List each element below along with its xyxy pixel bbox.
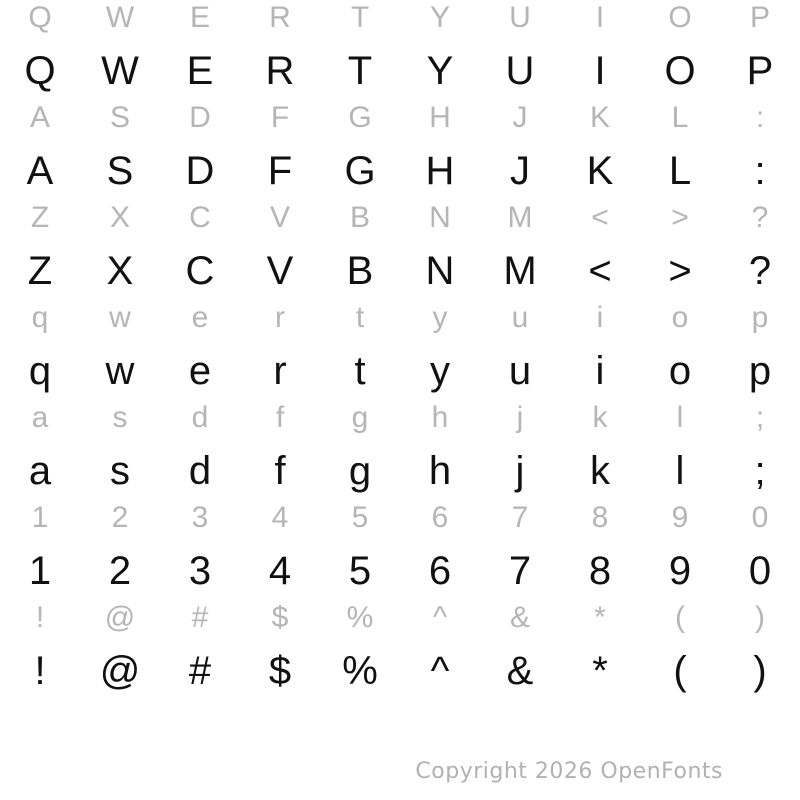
glyph-row-primary [0, 140, 800, 202]
glyph-primary: J [510, 149, 530, 193]
specimen-row-pair [0, 500, 800, 600]
glyph-primary: E [186, 49, 214, 93]
glyph-primary: o [668, 349, 692, 393]
specimen-row-pair [0, 0, 800, 100]
glyph-row-muted [0, 400, 800, 436]
glyph-primary: 6 [428, 549, 452, 593]
glyph-primary: $ [268, 649, 292, 693]
glyph-muted: 3 [191, 501, 209, 534]
glyph-muted: y [432, 301, 448, 334]
glyph-primary: N [425, 249, 455, 293]
glyph-primary: # [188, 649, 212, 693]
glyph-muted: r [275, 301, 285, 334]
glyph-muted: J [512, 101, 528, 134]
glyph-row-primary [0, 540, 800, 602]
glyph-muted: l [676, 401, 684, 434]
glyph-muted: $ [271, 601, 289, 634]
glyph-primary: R [265, 49, 295, 93]
glyph-primary: ; [754, 449, 766, 493]
glyph-row-primary [0, 440, 800, 502]
glyph-primary: < [588, 249, 612, 293]
glyph-muted: s [112, 401, 128, 434]
glyph-muted: 2 [111, 501, 129, 534]
glyph-primary: A [26, 149, 54, 193]
glyph-muted: e [191, 301, 209, 334]
glyph-primary: M [503, 249, 537, 293]
glyph-primary: 7 [508, 549, 532, 593]
glyph-muted: & [509, 601, 530, 634]
glyph-primary: q [28, 349, 52, 393]
glyph-primary: & [506, 649, 534, 693]
glyph-muted: p [751, 301, 769, 334]
specimen-row-pair [0, 100, 800, 200]
glyph-primary: e [188, 349, 212, 393]
glyph-primary: s [110, 449, 130, 493]
glyph-muted: : [755, 101, 765, 134]
glyph-muted: 7 [511, 501, 529, 534]
glyph-primary: O [664, 49, 696, 93]
glyph-muted: @ [104, 601, 136, 634]
glyph-muted: d [191, 401, 209, 434]
glyph-muted: h [431, 401, 449, 434]
glyph-primary: @ [99, 649, 141, 693]
glyph-muted: % [346, 601, 374, 634]
glyph-primary: ) [753, 649, 767, 693]
glyph-primary: 3 [188, 549, 212, 593]
glyph-primary: k [590, 449, 610, 493]
glyph-primary: p [748, 349, 772, 393]
glyph-primary: > [668, 249, 692, 293]
glyph-primary: j [515, 449, 525, 493]
glyph-muted: 9 [671, 501, 689, 534]
glyph-muted: Q [28, 1, 52, 34]
glyph-primary: ^ [430, 649, 450, 693]
glyph-primary: Z [27, 249, 53, 293]
glyph-muted: k [592, 401, 608, 434]
glyph-primary: h [428, 449, 452, 493]
glyph-primary: 8 [588, 549, 612, 593]
glyph-primary: i [595, 349, 605, 393]
glyph-muted: 1 [31, 501, 49, 534]
glyph-primary: 1 [28, 549, 52, 593]
glyph-primary: * [592, 649, 608, 693]
glyph-muted: H [429, 101, 451, 134]
glyph-row-muted [0, 500, 800, 536]
glyph-primary: t [354, 349, 366, 393]
glyph-primary: l [675, 449, 685, 493]
glyph-primary: % [342, 649, 378, 693]
glyph-primary: T [347, 49, 373, 93]
glyph-primary: ? [748, 249, 772, 293]
glyph-primary: 0 [748, 549, 772, 593]
glyph-primary: 5 [348, 549, 372, 593]
glyph-primary: H [425, 149, 455, 193]
glyph-primary: Y [426, 49, 454, 93]
glyph-muted: > [671, 201, 689, 234]
glyph-primary: a [28, 449, 52, 493]
glyph-primary: f [274, 449, 286, 493]
glyph-row-muted [0, 100, 800, 136]
glyph-muted: ^ [432, 601, 448, 634]
copyright-text: Copyright 2026 OpenFonts [415, 759, 723, 784]
glyph-muted: K [589, 101, 610, 134]
glyph-muted: R [269, 1, 291, 34]
glyph-muted: 5 [351, 501, 369, 534]
glyph-muted: T [350, 1, 370, 34]
specimen-row-pair [0, 600, 800, 700]
glyph-muted: M [507, 201, 533, 234]
glyph-muted: C [189, 201, 211, 234]
glyph-primary: u [508, 349, 532, 393]
glyph-muted: O [668, 1, 692, 34]
glyph-primary: D [185, 149, 215, 193]
glyph-primary: C [185, 249, 215, 293]
glyph-muted: G [348, 101, 372, 134]
glyph-primary: V [266, 249, 294, 293]
specimen-row-pair [0, 300, 800, 400]
glyph-primary: P [746, 49, 774, 93]
glyph-muted: P [749, 1, 770, 34]
glyph-muted: w [109, 301, 131, 334]
glyph-primary: : [754, 149, 766, 193]
glyph-muted: I [595, 1, 605, 34]
glyph-primary: G [344, 149, 376, 193]
glyph-muted: * [594, 601, 606, 634]
glyph-row-primary [0, 40, 800, 102]
glyph-muted: ! [35, 601, 45, 634]
glyph-row-primary [0, 240, 800, 302]
glyph-muted: q [31, 301, 49, 334]
glyph-row-muted [0, 200, 800, 236]
glyph-row-muted [0, 600, 800, 636]
glyph-muted: f [275, 401, 285, 434]
glyph-muted: S [109, 101, 130, 134]
glyph-muted: a [31, 401, 49, 434]
glyph-muted: Y [429, 1, 450, 34]
glyph-primary: ( [673, 649, 687, 693]
glyph-primary: F [267, 149, 293, 193]
glyph-muted: W [105, 1, 135, 34]
glyph-primary: y [430, 349, 450, 393]
glyph-muted: 6 [431, 501, 449, 534]
glyph-row-primary [0, 340, 800, 402]
glyph-row-muted [0, 300, 800, 336]
glyph-muted: 4 [271, 501, 289, 534]
glyph-muted: E [189, 1, 210, 34]
glyph-muted: A [29, 101, 50, 134]
glyph-muted: < [591, 201, 609, 234]
glyph-muted: Z [30, 201, 50, 234]
glyph-primary: w [105, 349, 135, 393]
glyph-muted: i [596, 301, 604, 334]
glyph-primary: 4 [268, 549, 292, 593]
glyph-primary: L [668, 149, 692, 193]
glyph-muted: g [351, 401, 369, 434]
glyph-primary: 9 [668, 549, 692, 593]
glyph-primary: 2 [108, 549, 132, 593]
glyph-muted: j [516, 401, 524, 434]
glyph-primary: g [348, 449, 372, 493]
glyph-primary: X [106, 249, 134, 293]
glyph-muted: ; [755, 401, 765, 434]
glyph-primary: Q [24, 49, 56, 93]
glyph-muted: B [349, 201, 370, 234]
glyph-muted: X [109, 201, 130, 234]
glyph-muted: F [270, 101, 290, 134]
specimen-row-pair [0, 200, 800, 300]
glyph-primary: W [101, 49, 139, 93]
glyph-primary: I [594, 49, 606, 93]
glyph-muted: L [671, 101, 689, 134]
glyph-primary: U [505, 49, 535, 93]
glyph-primary: ! [34, 649, 46, 693]
glyph-primary: r [273, 349, 287, 393]
glyph-muted: t [355, 301, 365, 334]
glyph-row-primary [0, 640, 800, 702]
glyph-muted: V [269, 201, 290, 234]
glyph-muted: D [189, 101, 211, 134]
glyph-muted: # [191, 601, 209, 634]
glyph-muted: N [429, 201, 451, 234]
glyph-row-muted [0, 0, 800, 36]
glyph-muted: ) [755, 601, 765, 634]
glyph-primary: K [586, 149, 614, 193]
glyph-primary: S [106, 149, 134, 193]
glyph-muted: ? [751, 201, 769, 234]
glyph-primary: d [188, 449, 212, 493]
specimen-row-pair [0, 400, 800, 500]
glyph-muted: 0 [751, 501, 769, 534]
glyph-muted: u [511, 301, 529, 334]
glyph-muted: 8 [591, 501, 609, 534]
glyph-primary: B [346, 249, 374, 293]
glyph-muted: ( [675, 601, 685, 634]
glyph-muted: o [671, 301, 689, 334]
glyph-muted: U [509, 1, 531, 34]
